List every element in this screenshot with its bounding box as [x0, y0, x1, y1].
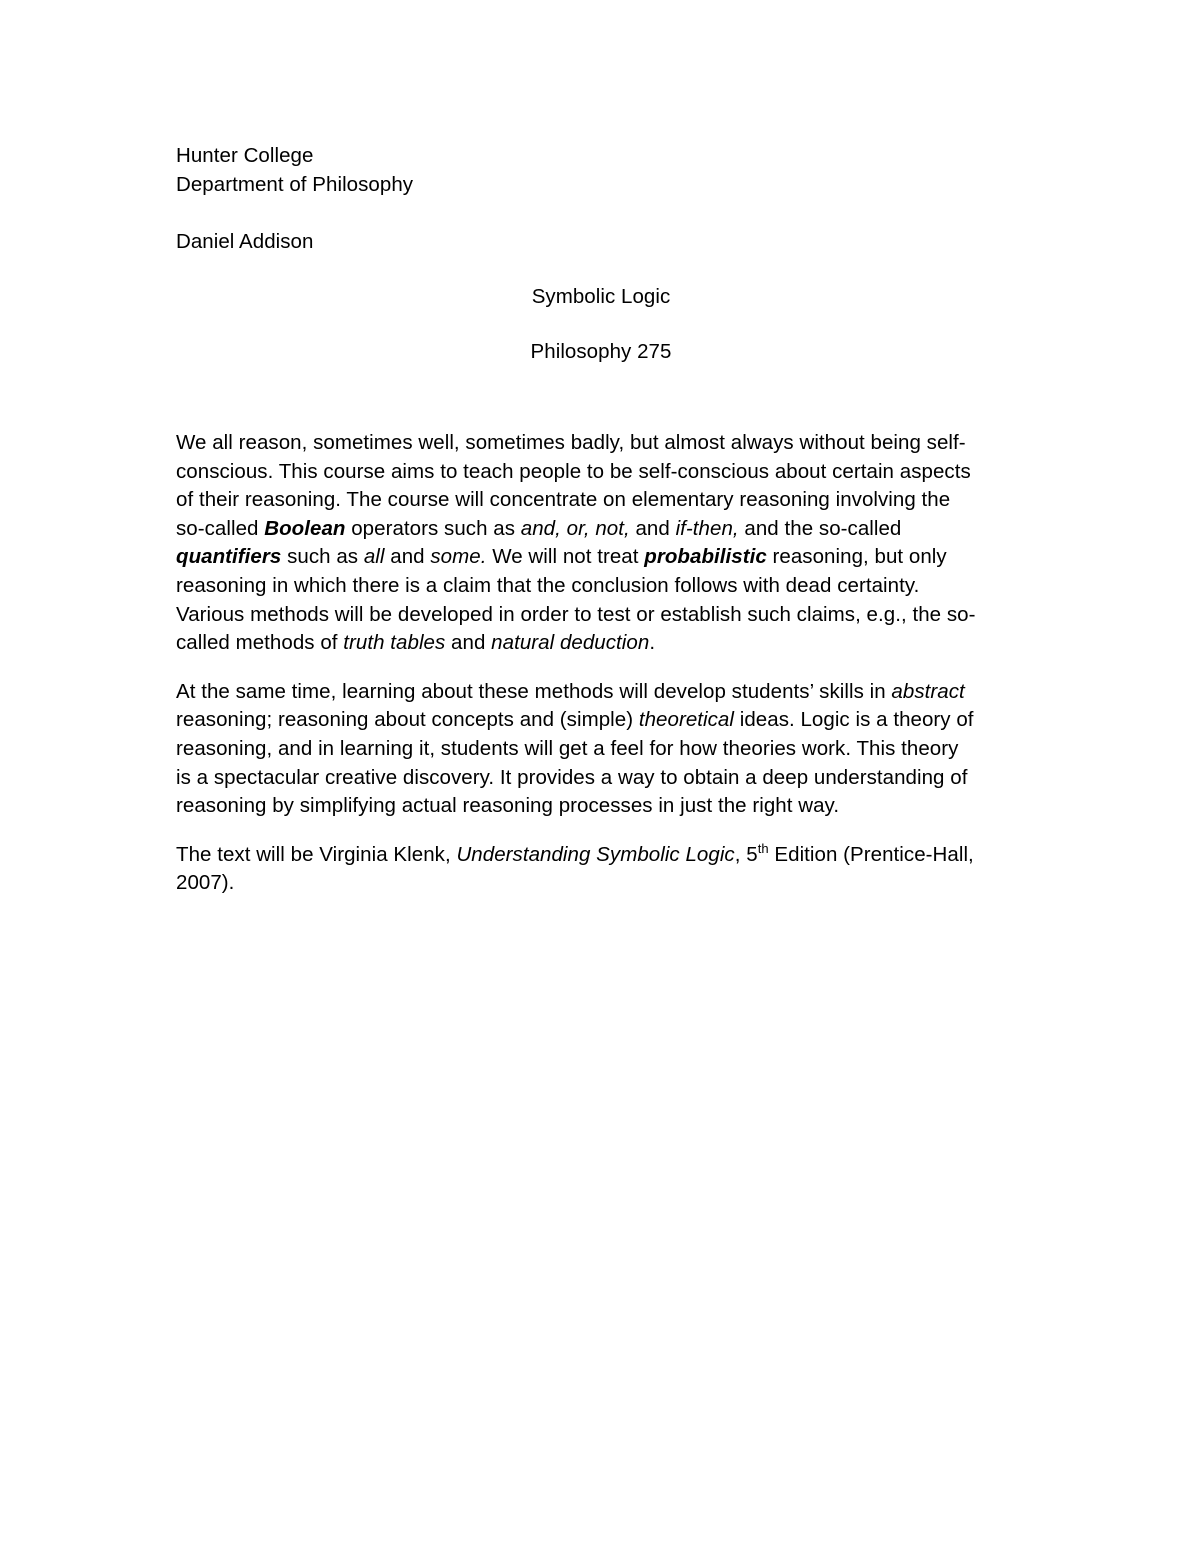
- term-quantifiers: quantifiers: [176, 545, 282, 569]
- paragraph-line: Various methods will be developed in order to test or establish such claims, e.g., the so-: [176, 602, 976, 626]
- text-run: ideas. Logic is a theory of: [733, 708, 974, 732]
- text-run: , 5: [734, 842, 758, 866]
- paragraph-line: [176, 543, 1026, 572]
- paragraph-line: reasoning, and in learning it, students will get a feel for how theories work. This theory: [176, 736, 959, 760]
- instructor-name: Daniel Addison: [176, 230, 314, 254]
- document-body: [176, 142, 1026, 898]
- textbook-paragraph: [176, 841, 1026, 898]
- text-run: and: [445, 631, 492, 655]
- paragraph-line: reasoning in which there is a claim that the conclusion follows with dead certainty.: [176, 573, 920, 597]
- paragraph-line: is a spectacular creative discovery. It provides a way to obtain a deep understanding of: [176, 765, 968, 789]
- term-probabilistic: probabilistic: [644, 545, 767, 569]
- text-run: and: [384, 545, 431, 569]
- term-all: all: [363, 545, 385, 569]
- textbook-title: Understanding Symbolic Logic: [456, 842, 735, 866]
- term-abstract: abstract: [891, 679, 965, 703]
- term-truth-tables: truth tables: [343, 631, 446, 655]
- term-natural-deduction: natural deduction: [491, 631, 650, 655]
- term-some: some.: [430, 545, 487, 569]
- paragraph-line: [176, 629, 1026, 658]
- course-title: Symbolic Logic: [531, 284, 671, 308]
- course-number: Philosophy 275: [530, 340, 672, 364]
- paragraph-line: [176, 841, 1026, 870]
- text-run: so-called: [176, 516, 265, 540]
- paragraph-line: of their reasoning. The course will concentrate on elementary reasoning involving the: [176, 488, 951, 512]
- institution-name: Hunter College: [176, 144, 314, 167]
- term-theoretical: theoretical: [638, 708, 734, 732]
- description-paragraph-2: [176, 678, 1026, 821]
- paragraph-line: reasoning by simplifying actual reasoning processes in just the right way.: [176, 794, 840, 818]
- term-if-then: if-then,: [675, 516, 739, 540]
- term-boolean: Boolean: [264, 516, 346, 540]
- text-run: operators such as: [345, 516, 521, 540]
- paragraph-line: [176, 678, 1026, 707]
- text-run: reasoning; reasoning about concepts and (simple): [176, 708, 639, 732]
- text-run: .: [649, 631, 656, 655]
- text-run: We will not treat: [486, 545, 645, 569]
- paragraph-line: conscious. This course aims to teach people to be self-conscious about certain aspects: [176, 459, 971, 483]
- text-run: called methods of: [176, 631, 344, 655]
- text-run: The text will be Virginia Klenk,: [176, 842, 457, 866]
- text-run: such as: [281, 545, 364, 569]
- text-run: and: [629, 516, 676, 540]
- text-run: reasoning, but only: [766, 545, 947, 569]
- paragraph-line: [176, 515, 1026, 544]
- text-run: At the same time, learning about these methods will develop students’ skills in: [176, 679, 892, 703]
- paragraph-line: 2007).: [176, 871, 235, 895]
- text-run: and the so-called: [738, 516, 902, 540]
- term-operators: and, or, not,: [520, 516, 630, 540]
- ordinal-suffix: th: [757, 840, 769, 856]
- paragraph-line: We all reason, sometimes well, sometimes badly, but almost always without being self-: [176, 430, 966, 454]
- description-paragraph-1: [176, 429, 1026, 658]
- department-name: Department of Philosophy: [176, 172, 414, 196]
- paragraph-line: [176, 706, 1026, 735]
- text-run: Edition (Prentice-Hall,: [768, 842, 974, 866]
